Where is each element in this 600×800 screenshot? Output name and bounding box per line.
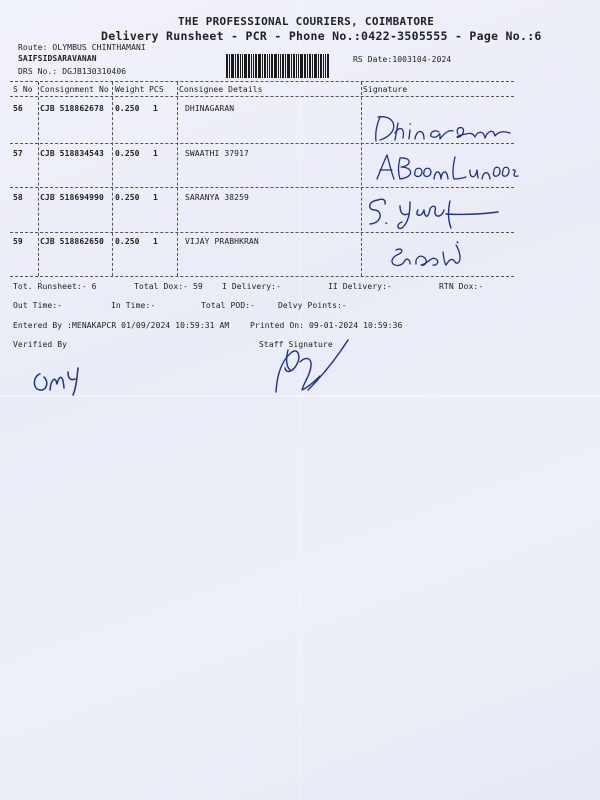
delvy-points: Delvy Points:- bbox=[278, 301, 347, 310]
row-pcs: 1 bbox=[153, 104, 158, 113]
row-consignee: DHINAGARAN bbox=[185, 104, 235, 113]
row-weight: 0.250 bbox=[115, 237, 140, 246]
route-label: Route: OLYMBUS CHINTHAMANI bbox=[18, 43, 146, 52]
col-header-pcs: PCS bbox=[149, 85, 164, 94]
col-divider bbox=[38, 82, 39, 276]
col-header-consignment: Consignment No bbox=[40, 85, 109, 94]
col-header-consignee: Consignee Details bbox=[179, 85, 263, 94]
col-header-sno: S No bbox=[13, 85, 33, 94]
verified-initials-signature bbox=[30, 362, 90, 397]
staff-name: SAIFSIDSARAVANAN bbox=[18, 54, 97, 63]
row-weight: 0.250 bbox=[115, 104, 140, 113]
col-divider bbox=[177, 82, 178, 276]
signature-dhinagaran bbox=[368, 111, 518, 146]
row-pcs: 1 bbox=[153, 149, 158, 158]
signature-vijay-tamil bbox=[386, 238, 506, 272]
row-pcs: 1 bbox=[153, 237, 158, 246]
rs-date: RS Date:1003104-2024 bbox=[353, 55, 452, 64]
col-divider bbox=[361, 82, 362, 276]
drs-barcode bbox=[226, 54, 346, 78]
row-rule bbox=[10, 143, 514, 144]
row-consignee: SWAATHI 37917 bbox=[185, 149, 249, 158]
ii-delivery: II Delivery:- bbox=[328, 282, 392, 291]
signature-boomi bbox=[373, 150, 523, 185]
verified-by-label: Verified By bbox=[13, 340, 68, 349]
row-pcs: 1 bbox=[153, 193, 158, 202]
row-sno: 58 bbox=[13, 193, 23, 202]
row-rule bbox=[10, 232, 514, 233]
staff-signature-label: Staff Signature bbox=[259, 340, 333, 349]
table-top-rule bbox=[10, 81, 514, 82]
col-divider bbox=[112, 82, 113, 276]
row-rule bbox=[10, 187, 514, 188]
row-consignment: CJB 518862650 bbox=[40, 237, 104, 246]
col-header-signature: Signature bbox=[363, 85, 408, 94]
company-name: THE PROFESSIONAL COURIERS, COIMBATORE bbox=[178, 15, 435, 28]
total-runsheet: Tot. Runsheet:- 6 bbox=[13, 282, 97, 291]
row-consignee: SARANYA 38259 bbox=[185, 193, 249, 202]
i-delivery: I Delivery:- bbox=[222, 282, 281, 291]
row-sno: 59 bbox=[13, 237, 23, 246]
row-consignee: VIJAY PRABHKRAN bbox=[185, 237, 259, 246]
entered-by: Entered By :MENAKAPCR 01/09/2024 10:59:31 AM bbox=[13, 321, 230, 330]
printed-on: Printed On: 09-01-2024 10:59:36 bbox=[250, 321, 403, 330]
staff-signature-mark bbox=[268, 332, 368, 402]
rtn-dox: RTN Dox:- bbox=[439, 282, 484, 291]
in-time: In Time:- bbox=[111, 301, 156, 310]
runsheet-title: Delivery Runsheet - PCR - Phone No.:0422-3505555 - Page No.:6 bbox=[101, 29, 542, 43]
row-sno: 56 bbox=[13, 104, 23, 113]
header-bottom-rule bbox=[10, 96, 514, 97]
row-consignment: CJB 518694990 bbox=[40, 193, 104, 202]
col-header-weight: Weight bbox=[115, 85, 145, 94]
total-dox: Total Dox:- 59 bbox=[134, 282, 203, 291]
row-weight: 0.250 bbox=[115, 193, 140, 202]
row-consignment: CJB 518834543 bbox=[40, 149, 104, 158]
row-consignment: CJB 518862678 bbox=[40, 104, 104, 113]
signature-saranya bbox=[366, 196, 516, 231]
row-weight: 0.250 bbox=[115, 149, 140, 158]
row-sno: 57 bbox=[13, 149, 23, 158]
drs-number: DRS No.: DGJB130310406 bbox=[18, 67, 127, 76]
table-bottom-rule bbox=[10, 276, 514, 277]
out-time: Out Time:- bbox=[13, 301, 63, 310]
total-pod: Total POD:- bbox=[201, 301, 256, 310]
